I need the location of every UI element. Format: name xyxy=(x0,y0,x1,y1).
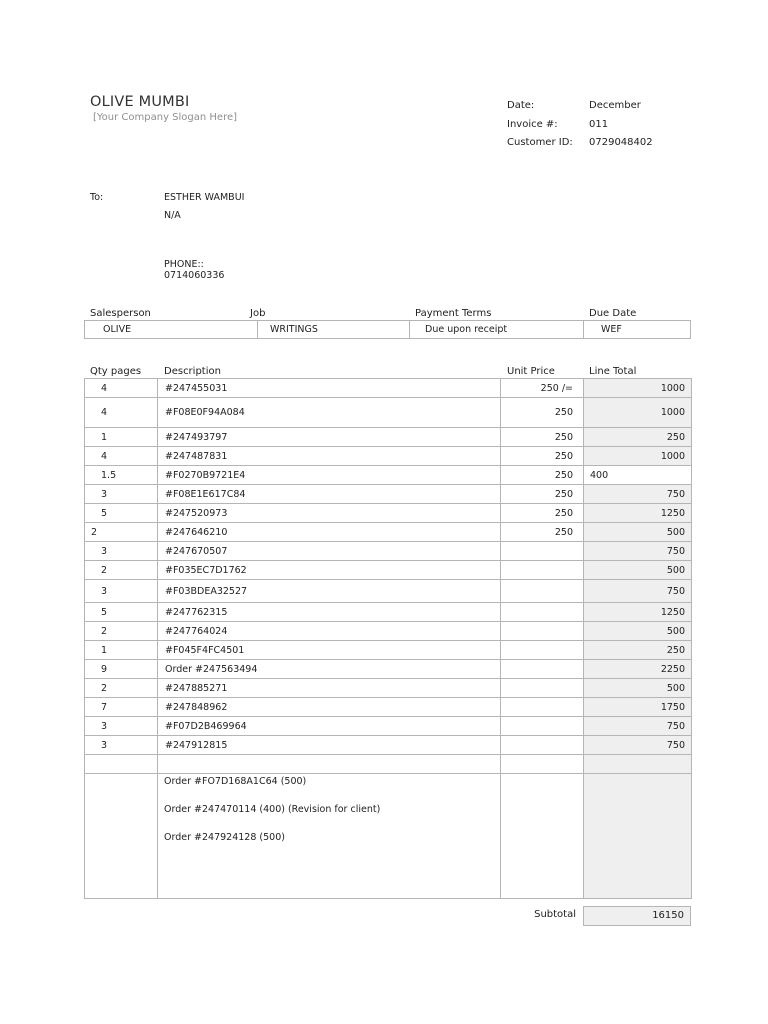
qty-cell: 7 xyxy=(85,698,158,717)
unit-price-cell: 250 xyxy=(501,504,584,523)
unit-price-cell xyxy=(501,717,584,736)
unit-price-cell: 250 /= xyxy=(501,379,584,398)
qty-cell: 5 xyxy=(85,504,158,523)
description-cell: #247764024 xyxy=(158,622,501,641)
table-row xyxy=(85,466,692,485)
unit-price-cell xyxy=(501,641,584,660)
qty-cell: 2 xyxy=(85,561,158,580)
customer-id-label: Customer ID: xyxy=(507,137,573,148)
phone-label: PHONE:: xyxy=(164,259,204,270)
unit-price-cell xyxy=(501,622,584,641)
unit-price-cell xyxy=(501,736,584,755)
unit-price-cell xyxy=(501,698,584,717)
qty-cell: 1 xyxy=(85,641,158,660)
unit-price-cell: 250 xyxy=(501,485,584,504)
line-total-cell: 750 xyxy=(584,580,692,603)
description-cell: Order #247563494 xyxy=(158,660,501,679)
description-cell: #F07D2B469964 xyxy=(158,717,501,736)
unit-price-cell: 250 xyxy=(501,523,584,542)
unit-price-header: Unit Price xyxy=(507,366,555,377)
description-cell: #F03BDEA32527 xyxy=(158,580,501,603)
line-total-cell: 1000 xyxy=(584,379,692,398)
table-row xyxy=(85,504,692,523)
empty-cell xyxy=(584,774,692,899)
subtotal-value: 16150 xyxy=(583,906,691,926)
qty-cell: 2 xyxy=(85,679,158,698)
line-total-cell: 1250 xyxy=(584,504,692,523)
salesperson-header: Salesperson xyxy=(90,308,151,319)
qty-cell: 1.5 xyxy=(85,466,158,485)
job-value: WRITINGS xyxy=(258,321,410,338)
line-total-cell: 1750 xyxy=(584,698,692,717)
table-row xyxy=(85,698,692,717)
phone-number: 0714060336 xyxy=(164,270,225,281)
qty-cell: 4 xyxy=(85,398,158,428)
company-slogan: [Your Company Slogan Here] xyxy=(93,112,238,123)
sales-info-row xyxy=(84,320,691,339)
unit-price-cell: 250 xyxy=(501,466,584,485)
line-total-cell: 750 xyxy=(584,736,692,755)
line-total-cell: 400 xyxy=(584,466,692,485)
invoice-value: 011 xyxy=(589,119,609,130)
qty-cell: 9 xyxy=(85,660,158,679)
description-cell: #247455031 xyxy=(158,379,501,398)
to-label: To: xyxy=(90,192,104,203)
description-cell: #247520973 xyxy=(158,504,501,523)
description-cell: #F0270B9721E4 xyxy=(158,466,501,485)
customer-address: N/A xyxy=(164,210,181,221)
qty-cell: 3 xyxy=(85,485,158,504)
qty-cell: 2 xyxy=(85,523,158,542)
line-total-header: Line Total xyxy=(589,366,637,377)
order-note: Order #FO7D168A1C64 (500) xyxy=(164,776,307,787)
due-date-header: Due Date xyxy=(589,308,637,319)
qty-cell: 5 xyxy=(85,603,158,622)
qty-cell: 3 xyxy=(85,542,158,561)
qty-cell: 2 xyxy=(85,622,158,641)
table-row xyxy=(85,679,692,698)
line-total-cell: 250 xyxy=(584,641,692,660)
empty-cell xyxy=(501,774,584,899)
table-row xyxy=(85,379,692,398)
qty-cell: 4 xyxy=(85,447,158,466)
line-total-cell: 1250 xyxy=(584,603,692,622)
empty-cell xyxy=(584,755,692,774)
unit-price-cell xyxy=(501,603,584,622)
table-row xyxy=(85,622,692,641)
qty-cell: 4 xyxy=(85,379,158,398)
empty-cell xyxy=(85,755,158,774)
subtotal-label: Subtotal xyxy=(534,909,576,920)
unit-price-cell: 250 xyxy=(501,428,584,447)
empty-row xyxy=(85,755,692,774)
line-total-cell: 750 xyxy=(584,542,692,561)
table-row xyxy=(85,717,692,736)
table-row xyxy=(85,561,692,580)
line-total-cell: 1000 xyxy=(584,398,692,428)
line-total-cell: 500 xyxy=(584,523,692,542)
job-header: Job xyxy=(250,308,266,319)
unit-price-cell xyxy=(501,542,584,561)
payment-terms-value: Due upon receipt xyxy=(410,321,584,338)
line-items-table xyxy=(84,378,692,899)
line-total-cell: 2250 xyxy=(584,660,692,679)
date-value: December xyxy=(589,100,641,111)
description-cell: #F045F4FC4501 xyxy=(158,641,501,660)
qty-cell: 3 xyxy=(85,580,158,603)
customer-name: ESTHER WAMBUI xyxy=(164,192,245,203)
line-total-cell: 750 xyxy=(584,485,692,504)
customer-id-value: 0729048402 xyxy=(589,137,653,148)
qty-cell: 3 xyxy=(85,717,158,736)
line-total-cell: 250 xyxy=(584,428,692,447)
unit-price-cell xyxy=(501,580,584,603)
line-total-cell: 750 xyxy=(584,717,692,736)
unit-price-cell xyxy=(501,660,584,679)
line-total-cell: 500 xyxy=(584,679,692,698)
line-total-cell: 500 xyxy=(584,622,692,641)
empty-cell xyxy=(85,774,158,899)
table-row xyxy=(85,428,692,447)
description-cell: #247487831 xyxy=(158,447,501,466)
qty-cell: 1 xyxy=(85,428,158,447)
order-note: Order #247924128 (500) xyxy=(164,832,285,843)
table-row xyxy=(85,523,692,542)
description-cell: #247762315 xyxy=(158,603,501,622)
table-row xyxy=(85,736,692,755)
description-cell: #247670507 xyxy=(158,542,501,561)
company-name: OLIVE MUMBI xyxy=(90,94,190,110)
due-date-value: WEF xyxy=(601,324,622,335)
salesperson-value: OLIVE xyxy=(85,321,258,338)
order-note: Order #247470114 (400) (Revision for client) xyxy=(164,804,381,815)
date-label: Date: xyxy=(507,100,535,111)
unit-price-cell xyxy=(501,679,584,698)
description-cell: #247493797 xyxy=(158,428,501,447)
invoice-label: Invoice #: xyxy=(507,119,558,130)
qty-header: Qty pages xyxy=(90,366,142,377)
unit-price-cell xyxy=(501,561,584,580)
table-row xyxy=(85,447,692,466)
table-row xyxy=(85,603,692,622)
description-cell: #F08E0F94A084 xyxy=(158,398,501,428)
unit-price-cell: 250 xyxy=(501,447,584,466)
table-row xyxy=(85,542,692,561)
description-cell: #247885271 xyxy=(158,679,501,698)
table-row xyxy=(85,485,692,504)
table-row xyxy=(85,580,692,603)
description-header: Description xyxy=(164,366,221,377)
description-cell: #F08E1E617C84 xyxy=(158,485,501,504)
qty-cell: 3 xyxy=(85,736,158,755)
empty-cell xyxy=(158,755,501,774)
description-cell: #247848962 xyxy=(158,698,501,717)
description-cell: #F035EC7D1762 xyxy=(158,561,501,580)
line-total-cell: 500 xyxy=(584,561,692,580)
payment-terms-header: Payment Terms xyxy=(415,308,492,319)
notes-row xyxy=(85,774,692,899)
table-row xyxy=(85,398,692,428)
line-total-cell: 1000 xyxy=(584,447,692,466)
table-row xyxy=(85,641,692,660)
table-row xyxy=(85,660,692,679)
empty-cell xyxy=(501,755,584,774)
unit-price-cell: 250 xyxy=(501,398,584,428)
description-cell: #247912815 xyxy=(158,736,501,755)
order-notes-cell xyxy=(158,774,501,899)
description-cell: #247646210 xyxy=(158,523,501,542)
